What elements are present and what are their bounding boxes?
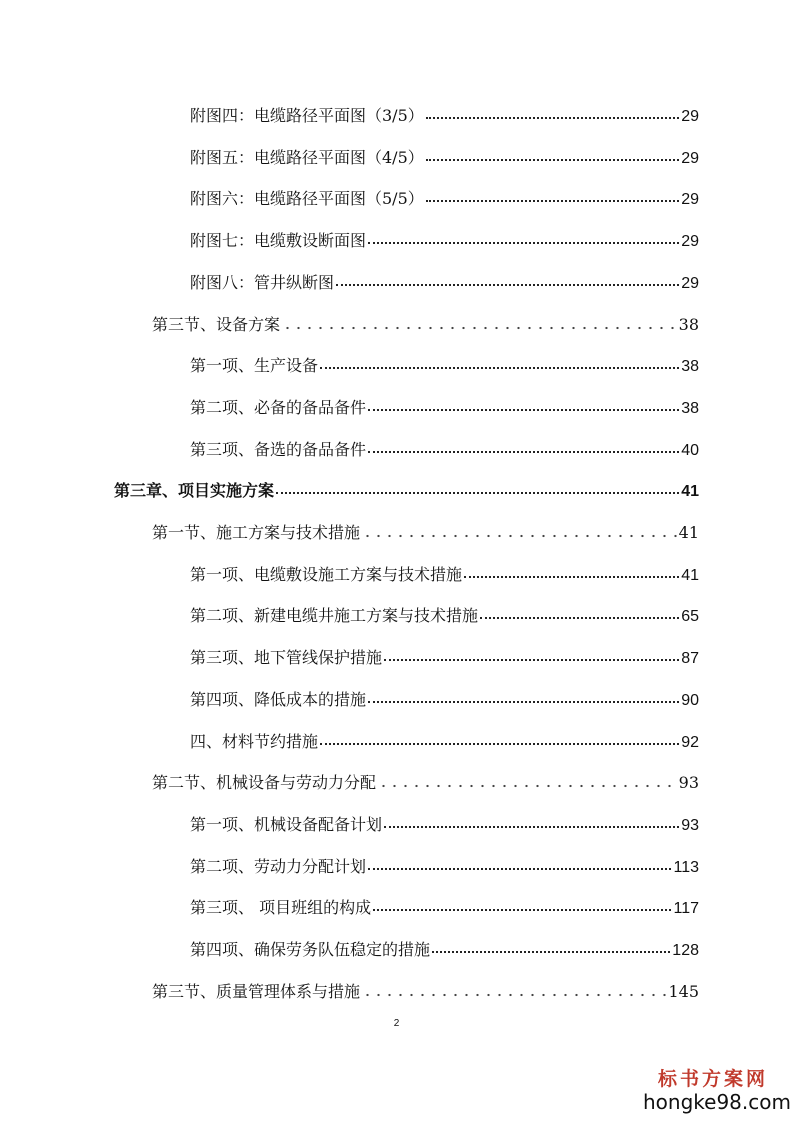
toc-entry[interactable] xyxy=(190,356,699,377)
toc-entry-label: 第二项、劳动力分配计划 xyxy=(190,857,367,876)
toc-entry-label: 第二项、新建电缆井施工方案与技术措施 xyxy=(190,606,479,625)
toc-dot-leader xyxy=(384,649,679,663)
toc-entry-label: 第三章、项目实施方案 xyxy=(114,481,275,500)
toc-entry-page: 93 xyxy=(681,817,699,834)
toc-dot-leader xyxy=(368,441,679,455)
toc-entry-label: 第一项、电缆敷设施工方案与技术措施 xyxy=(190,565,463,584)
toc-entry-page: 38 xyxy=(681,400,699,417)
toc-entry-label: 第一项、机械设备配备计划 xyxy=(190,815,383,834)
watermark-url: hongke98.com xyxy=(643,1090,791,1114)
toc-entry[interactable] xyxy=(152,773,699,793)
toc-entry-page: 92 xyxy=(681,734,699,751)
toc-entry[interactable] xyxy=(190,648,699,669)
toc-entry-page: 41 xyxy=(681,483,699,500)
toc-entry[interactable] xyxy=(190,690,699,711)
toc-dot-leader xyxy=(480,607,679,621)
toc-entry-page: 38 xyxy=(681,358,699,375)
page-number: 2 xyxy=(393,1018,400,1029)
toc-dot-leader xyxy=(464,566,679,580)
toc-entry-page: 113 xyxy=(673,859,699,876)
toc-entry-page: 38 xyxy=(678,315,699,334)
toc-entry[interactable] xyxy=(190,898,699,919)
toc-entry[interactable] xyxy=(190,857,699,878)
toc-entry[interactable] xyxy=(190,815,699,836)
toc-dot-leader xyxy=(282,316,677,330)
toc-entry[interactable] xyxy=(190,606,699,627)
toc-entry[interactable] xyxy=(152,523,699,543)
toc-dot-leader xyxy=(384,816,679,830)
toc-entry[interactable] xyxy=(152,315,699,335)
toc-entry-label: 第三节、质量管理体系与措施 xyxy=(152,982,361,1001)
toc-entry-label: 第三项、 项目班组的构成 xyxy=(190,898,372,917)
toc-entry-page: 29 xyxy=(681,108,699,125)
toc-entry-label: 附图七：电缆敷设断面图 xyxy=(190,231,367,250)
toc-entry-label: 第三节、设备方案 xyxy=(152,315,281,334)
toc-entry[interactable] xyxy=(190,940,699,961)
toc-entry[interactable] xyxy=(114,481,699,502)
toc-dot-leader xyxy=(320,357,679,371)
toc-entry-label: 第一节、施工方案与技术措施 xyxy=(152,523,361,542)
toc-dot-leader xyxy=(368,399,679,413)
toc-entry[interactable] xyxy=(190,440,699,461)
toc-dot-leader xyxy=(336,274,679,288)
toc-entry[interactable] xyxy=(190,231,699,252)
toc-entry-page: 29 xyxy=(681,150,699,167)
toc-entry-label: 第二节、机械设备与劳动力分配 xyxy=(152,773,377,792)
toc-entry-page: 29 xyxy=(681,233,699,250)
toc-dot-leader xyxy=(362,983,666,997)
toc-entry-label: 附图五：电缆路径平面图（4/5） xyxy=(190,148,424,167)
toc-entry-label: 附图四：电缆路径平面图（3/5） xyxy=(190,106,424,125)
toc-dot-leader xyxy=(378,774,677,788)
toc-entry-page: 90 xyxy=(681,692,699,709)
toc-entry-label: 附图六：电缆路径平面图（5/5） xyxy=(190,189,424,208)
toc-entry[interactable] xyxy=(190,398,699,419)
toc-entry-label: 四、材料节约措施 xyxy=(190,732,319,751)
watermark-title: 标书方案网 xyxy=(657,1068,768,1090)
toc-entry-page: 93 xyxy=(678,773,699,792)
toc-entry-label: 第二项、必备的备品备件 xyxy=(190,398,367,417)
toc-entry[interactable] xyxy=(190,189,699,210)
toc-entry-page: 145 xyxy=(668,982,699,1001)
toc-entry-page: 29 xyxy=(681,275,699,292)
toc-entry-label: 第三项、地下管线保护措施 xyxy=(190,648,383,667)
toc-dot-leader xyxy=(368,691,679,705)
toc-entry-label: 第四项、降低成本的措施 xyxy=(190,690,367,709)
toc-entry-page: 87 xyxy=(681,650,699,667)
toc-dot-leader xyxy=(362,524,677,538)
toc-dot-leader xyxy=(426,149,679,163)
toc-entry-label: 附图八：管井纵断图 xyxy=(190,273,335,292)
toc-dot-leader xyxy=(368,232,679,246)
toc-entry[interactable] xyxy=(190,732,699,753)
toc-entry[interactable] xyxy=(152,982,699,1002)
toc-entry-page: 128 xyxy=(672,942,699,959)
toc-entry-page: 40 xyxy=(681,442,699,459)
toc-dot-leader xyxy=(368,858,671,872)
toc-entry-page: 65 xyxy=(681,608,699,625)
toc-entry-page: 41 xyxy=(681,567,699,584)
toc-dot-leader xyxy=(426,107,679,121)
toc-dot-leader xyxy=(276,482,679,496)
toc-entry-page: 29 xyxy=(681,191,699,208)
toc-dot-leader xyxy=(320,733,679,747)
toc-entry-page: 117 xyxy=(673,900,699,917)
toc-entry[interactable] xyxy=(190,106,699,127)
toc-entry[interactable] xyxy=(190,148,699,169)
toc-entry[interactable] xyxy=(190,273,699,294)
toc-dot-leader xyxy=(426,190,679,204)
toc-dot-leader xyxy=(432,941,670,955)
toc-entry[interactable] xyxy=(190,565,699,586)
toc-entry-page: 41 xyxy=(678,523,699,542)
toc-entry-label: 第四项、确保劳务队伍稳定的措施 xyxy=(190,940,431,959)
toc-dot-leader xyxy=(373,899,671,913)
watermark-logo xyxy=(643,1068,791,1114)
toc-entry-label: 第三项、备选的备品备件 xyxy=(190,440,367,459)
toc-entry-label: 第一项、生产设备 xyxy=(190,356,319,375)
